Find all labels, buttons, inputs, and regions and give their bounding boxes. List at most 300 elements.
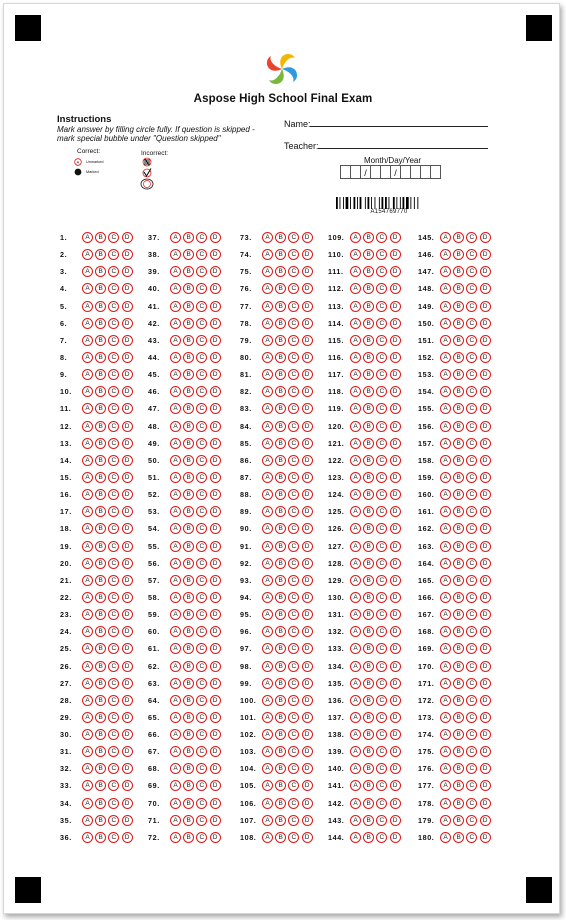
answer-bubble-d[interactable]: D [302,438,313,449]
answer-bubble-c[interactable]: C [466,832,477,843]
answer-bubble-c[interactable]: C [376,541,387,552]
answer-bubble-c[interactable]: C [196,661,207,672]
answer-bubble-b[interactable]: B [275,643,286,654]
answer-bubble-d[interactable]: D [302,541,313,552]
answer-bubble-c[interactable]: C [376,232,387,243]
answer-bubble-b[interactable]: B [95,266,106,277]
answer-bubble-a[interactable]: A [170,369,181,380]
answer-bubble-d[interactable]: D [210,626,221,637]
answer-bubble-c[interactable]: C [376,678,387,689]
answer-bubble-a[interactable]: A [170,695,181,706]
answer-bubble-c[interactable]: C [288,472,299,483]
answer-bubble-a[interactable]: A [82,369,93,380]
answer-bubble-a[interactable]: A [82,746,93,757]
answer-bubble-b[interactable]: B [453,832,464,843]
answer-bubble-a[interactable]: A [82,712,93,723]
answer-bubble-c[interactable]: C [108,386,119,397]
answer-bubble-a[interactable]: A [262,369,273,380]
answer-bubble-d[interactable]: D [480,455,491,466]
answer-bubble-c[interactable]: C [466,678,477,689]
answer-bubble-d[interactable]: D [210,558,221,569]
answer-bubble-b[interactable]: B [453,780,464,791]
answer-bubble-b[interactable]: B [183,729,194,740]
answer-bubble-d[interactable]: D [390,283,401,294]
answer-bubble-c[interactable]: C [466,472,477,483]
answer-bubble-d[interactable]: D [302,815,313,826]
answer-bubble-d[interactable]: D [390,506,401,517]
answer-bubble-d[interactable]: D [480,695,491,706]
answer-bubble-b[interactable]: B [453,352,464,363]
answer-bubble-b[interactable]: B [95,403,106,414]
answer-bubble-c[interactable]: C [108,301,119,312]
answer-bubble-a[interactable]: A [82,575,93,586]
answer-bubble-a[interactable]: A [440,609,451,620]
answer-bubble-b[interactable]: B [453,249,464,260]
answer-bubble-c[interactable]: C [288,798,299,809]
answer-bubble-b[interactable]: B [363,489,374,500]
answer-bubble-c[interactable]: C [108,832,119,843]
answer-bubble-b[interactable]: B [275,266,286,277]
answer-bubble-a[interactable]: A [170,352,181,363]
answer-bubble-a[interactable]: A [262,318,273,329]
answer-bubble-b[interactable]: B [363,249,374,260]
answer-bubble-d[interactable]: D [122,249,133,260]
answer-bubble-d[interactable]: D [480,609,491,620]
answer-bubble-b[interactable]: B [363,266,374,277]
answer-bubble-b[interactable]: B [95,455,106,466]
answer-bubble-a[interactable]: A [262,232,273,243]
answer-bubble-c[interactable]: C [288,575,299,586]
answer-bubble-b[interactable]: B [453,798,464,809]
answer-bubble-d[interactable]: D [390,232,401,243]
answer-bubble-b[interactable]: B [453,746,464,757]
answer-bubble-d[interactable]: D [122,798,133,809]
answer-bubble-d[interactable]: D [302,746,313,757]
answer-bubble-d[interactable]: D [480,352,491,363]
answer-bubble-d[interactable]: D [210,729,221,740]
answer-bubble-c[interactable]: C [196,575,207,586]
answer-bubble-d[interactable]: D [122,283,133,294]
answer-bubble-a[interactable]: A [440,386,451,397]
answer-bubble-d[interactable]: D [390,678,401,689]
answer-bubble-a[interactable]: A [82,318,93,329]
answer-bubble-b[interactable]: B [363,472,374,483]
answer-bubble-a[interactable]: A [170,678,181,689]
answer-bubble-b[interactable]: B [275,798,286,809]
answer-bubble-b[interactable]: B [183,678,194,689]
answer-bubble-a[interactable]: A [262,609,273,620]
answer-bubble-b[interactable]: B [95,558,106,569]
answer-bubble-a[interactable]: A [350,421,361,432]
answer-bubble-c[interactable]: C [288,352,299,363]
answer-bubble-d[interactable]: D [122,523,133,534]
answer-bubble-a[interactable]: A [170,318,181,329]
answer-bubble-c[interactable]: C [466,232,477,243]
answer-bubble-c[interactable]: C [466,575,477,586]
answer-bubble-b[interactable]: B [453,283,464,294]
answer-bubble-a[interactable]: A [350,506,361,517]
answer-bubble-c[interactable]: C [108,661,119,672]
answer-bubble-b[interactable]: B [363,335,374,346]
answer-bubble-d[interactable]: D [390,661,401,672]
answer-bubble-a[interactable]: A [170,712,181,723]
answer-bubble-b[interactable]: B [363,592,374,603]
answer-bubble-c[interactable]: C [196,678,207,689]
answer-bubble-b[interactable]: B [453,301,464,312]
answer-bubble-a[interactable]: A [440,729,451,740]
answer-bubble-d[interactable]: D [480,643,491,654]
answer-bubble-a[interactable]: A [262,763,273,774]
answer-bubble-a[interactable]: A [350,780,361,791]
answer-bubble-d[interactable]: D [480,541,491,552]
answer-bubble-a[interactable]: A [170,249,181,260]
answer-bubble-a[interactable]: A [440,558,451,569]
answer-bubble-d[interactable]: D [122,712,133,723]
answer-bubble-a[interactable]: A [170,523,181,534]
answer-bubble-d[interactable]: D [122,678,133,689]
answer-bubble-d[interactable]: D [390,266,401,277]
answer-bubble-d[interactable]: D [210,541,221,552]
answer-bubble-d[interactable]: D [480,335,491,346]
answer-bubble-b[interactable]: B [453,472,464,483]
answer-bubble-d[interactable]: D [122,386,133,397]
answer-bubble-c[interactable]: C [376,455,387,466]
answer-bubble-a[interactable]: A [262,541,273,552]
answer-bubble-c[interactable]: C [288,249,299,260]
answer-bubble-c[interactable]: C [288,438,299,449]
answer-bubble-d[interactable]: D [480,798,491,809]
answer-bubble-d[interactable]: D [302,558,313,569]
answer-bubble-d[interactable]: D [302,780,313,791]
answer-bubble-d[interactable]: D [480,815,491,826]
answer-bubble-a[interactable]: A [440,249,451,260]
answer-bubble-b[interactable]: B [275,455,286,466]
answer-bubble-d[interactable]: D [480,403,491,414]
answer-bubble-b[interactable]: B [453,523,464,534]
answer-bubble-d[interactable]: D [390,249,401,260]
answer-bubble-d[interactable]: D [302,661,313,672]
answer-bubble-a[interactable]: A [170,575,181,586]
answer-bubble-d[interactable]: D [480,712,491,723]
answer-bubble-d[interactable]: D [210,815,221,826]
answer-bubble-c[interactable]: C [196,832,207,843]
answer-bubble-d[interactable]: D [480,763,491,774]
answer-bubble-a[interactable]: A [350,541,361,552]
answer-bubble-a[interactable]: A [262,712,273,723]
answer-bubble-b[interactable]: B [275,352,286,363]
answer-bubble-b[interactable]: B [453,506,464,517]
answer-bubble-d[interactable]: D [210,455,221,466]
answer-bubble-a[interactable]: A [262,643,273,654]
answer-bubble-b[interactable]: B [183,352,194,363]
answer-bubble-a[interactable]: A [440,592,451,603]
answer-bubble-c[interactable]: C [108,489,119,500]
answer-bubble-c[interactable]: C [288,780,299,791]
answer-bubble-b[interactable]: B [453,592,464,603]
answer-bubble-b[interactable]: B [95,232,106,243]
answer-bubble-a[interactable]: A [350,558,361,569]
answer-bubble-b[interactable]: B [95,763,106,774]
answer-bubble-a[interactable]: A [82,558,93,569]
answer-bubble-c[interactable]: C [466,780,477,791]
answer-bubble-c[interactable]: C [196,283,207,294]
answer-bubble-b[interactable]: B [275,438,286,449]
answer-bubble-d[interactable]: D [210,592,221,603]
answer-bubble-c[interactable]: C [466,729,477,740]
answer-bubble-b[interactable]: B [183,386,194,397]
answer-bubble-c[interactable]: C [376,352,387,363]
answer-bubble-a[interactable]: A [350,403,361,414]
answer-bubble-d[interactable]: D [302,421,313,432]
answer-bubble-b[interactable]: B [95,695,106,706]
answer-bubble-c[interactable]: C [376,832,387,843]
answer-bubble-a[interactable]: A [440,489,451,500]
answer-bubble-b[interactable]: B [95,712,106,723]
answer-bubble-d[interactable]: D [480,369,491,380]
answer-bubble-d[interactable]: D [122,643,133,654]
answer-bubble-d[interactable]: D [480,301,491,312]
answer-bubble-d[interactable]: D [390,763,401,774]
answer-bubble-a[interactable]: A [350,695,361,706]
answer-bubble-c[interactable]: C [288,421,299,432]
answer-bubble-a[interactable]: A [262,592,273,603]
answer-bubble-b[interactable]: B [363,729,374,740]
answer-bubble-b[interactable]: B [453,403,464,414]
answer-bubble-d[interactable]: D [210,318,221,329]
answer-bubble-d[interactable]: D [390,832,401,843]
answer-bubble-b[interactable]: B [183,558,194,569]
answer-bubble-c[interactable]: C [108,729,119,740]
answer-bubble-b[interactable]: B [275,661,286,672]
answer-bubble-b[interactable]: B [363,780,374,791]
answer-bubble-c[interactable]: C [108,369,119,380]
answer-bubble-c[interactable]: C [466,626,477,637]
answer-bubble-a[interactable]: A [262,249,273,260]
answer-bubble-d[interactable]: D [210,678,221,689]
answer-bubble-d[interactable]: D [480,489,491,500]
answer-bubble-c[interactable]: C [376,558,387,569]
answer-bubble-b[interactable]: B [275,815,286,826]
answer-bubble-d[interactable]: D [302,283,313,294]
answer-bubble-a[interactable]: A [262,455,273,466]
answer-bubble-d[interactable]: D [390,712,401,723]
answer-bubble-b[interactable]: B [275,558,286,569]
answer-bubble-a[interactable]: A [170,609,181,620]
answer-bubble-c[interactable]: C [466,643,477,654]
answer-bubble-d[interactable]: D [122,763,133,774]
answer-bubble-d[interactable]: D [210,438,221,449]
answer-bubble-b[interactable]: B [95,249,106,260]
answer-bubble-b[interactable]: B [363,678,374,689]
answer-bubble-b[interactable]: B [275,335,286,346]
answer-bubble-d[interactable]: D [122,780,133,791]
answer-bubble-b[interactable]: B [95,438,106,449]
answer-bubble-a[interactable]: A [262,661,273,672]
answer-bubble-b[interactable]: B [95,283,106,294]
answer-bubble-b[interactable]: B [183,232,194,243]
answer-bubble-b[interactable]: B [453,386,464,397]
answer-bubble-a[interactable]: A [82,472,93,483]
answer-bubble-c[interactable]: C [376,712,387,723]
answer-bubble-a[interactable]: A [170,626,181,637]
answer-bubble-b[interactable]: B [275,369,286,380]
answer-bubble-c[interactable]: C [376,763,387,774]
answer-bubble-d[interactable]: D [122,815,133,826]
answer-bubble-b[interactable]: B [363,352,374,363]
answer-bubble-a[interactable]: A [440,232,451,243]
answer-bubble-a[interactable]: A [262,626,273,637]
answer-bubble-b[interactable]: B [453,678,464,689]
answer-bubble-a[interactable]: A [440,523,451,534]
answer-bubble-c[interactable]: C [376,729,387,740]
answer-bubble-a[interactable]: A [82,626,93,637]
answer-bubble-d[interactable]: D [390,626,401,637]
answer-bubble-b[interactable]: B [95,506,106,517]
answer-bubble-d[interactable]: D [210,249,221,260]
answer-bubble-d[interactable]: D [122,489,133,500]
answer-bubble-c[interactable]: C [376,249,387,260]
answer-bubble-a[interactable]: A [440,266,451,277]
answer-bubble-d[interactable]: D [122,438,133,449]
answer-bubble-a[interactable]: A [262,421,273,432]
answer-bubble-b[interactable]: B [275,472,286,483]
answer-bubble-d[interactable]: D [480,421,491,432]
answer-bubble-d[interactable]: D [210,661,221,672]
answer-bubble-d[interactable]: D [302,352,313,363]
answer-bubble-c[interactable]: C [288,815,299,826]
answer-bubble-c[interactable]: C [376,815,387,826]
answer-bubble-b[interactable]: B [453,575,464,586]
answer-bubble-b[interactable]: B [275,695,286,706]
answer-bubble-c[interactable]: C [376,643,387,654]
answer-bubble-b[interactable]: B [453,232,464,243]
answer-bubble-d[interactable]: D [210,266,221,277]
answer-bubble-d[interactable]: D [302,643,313,654]
answer-bubble-b[interactable]: B [183,438,194,449]
answer-bubble-d[interactable]: D [302,798,313,809]
answer-bubble-c[interactable]: C [466,266,477,277]
answer-bubble-c[interactable]: C [196,352,207,363]
answer-bubble-c[interactable]: C [196,369,207,380]
answer-bubble-b[interactable]: B [363,763,374,774]
answer-bubble-d[interactable]: D [302,232,313,243]
answer-bubble-b[interactable]: B [275,318,286,329]
answer-bubble-c[interactable]: C [288,729,299,740]
answer-bubble-b[interactable]: B [95,369,106,380]
answer-bubble-b[interactable]: B [183,643,194,654]
answer-bubble-d[interactable]: D [210,335,221,346]
answer-bubble-c[interactable]: C [376,523,387,534]
answer-bubble-b[interactable]: B [183,506,194,517]
answer-bubble-a[interactable]: A [170,455,181,466]
answer-bubble-c[interactable]: C [466,763,477,774]
answer-bubble-b[interactable]: B [363,421,374,432]
answer-bubble-b[interactable]: B [275,489,286,500]
answer-bubble-b[interactable]: B [363,455,374,466]
answer-bubble-d[interactable]: D [302,729,313,740]
answer-bubble-c[interactable]: C [376,335,387,346]
answer-bubble-b[interactable]: B [95,489,106,500]
answer-bubble-c[interactable]: C [196,249,207,260]
answer-bubble-d[interactable]: D [210,746,221,757]
answer-bubble-c[interactable]: C [196,729,207,740]
answer-bubble-d[interactable]: D [302,489,313,500]
answer-bubble-c[interactable]: C [466,369,477,380]
answer-bubble-c[interactable]: C [466,815,477,826]
answer-bubble-a[interactable]: A [262,266,273,277]
answer-bubble-c[interactable]: C [466,283,477,294]
answer-bubble-a[interactable]: A [170,438,181,449]
answer-bubble-b[interactable]: B [275,780,286,791]
answer-bubble-c[interactable]: C [196,421,207,432]
answer-bubble-d[interactable]: D [390,541,401,552]
answer-bubble-b[interactable]: B [363,369,374,380]
answer-bubble-b[interactable]: B [363,832,374,843]
answer-bubble-b[interactable]: B [183,421,194,432]
answer-bubble-a[interactable]: A [82,729,93,740]
answer-bubble-a[interactable]: A [350,643,361,654]
answer-bubble-a[interactable]: A [350,386,361,397]
answer-bubble-d[interactable]: D [390,815,401,826]
answer-bubble-a[interactable]: A [82,249,93,260]
answer-bubble-a[interactable]: A [82,232,93,243]
answer-bubble-b[interactable]: B [275,301,286,312]
answer-bubble-b[interactable]: B [95,592,106,603]
answer-bubble-a[interactable]: A [170,815,181,826]
answer-bubble-c[interactable]: C [196,335,207,346]
answer-bubble-b[interactable]: B [183,369,194,380]
answer-bubble-b[interactable]: B [363,558,374,569]
answer-bubble-b[interactable]: B [363,746,374,757]
answer-bubble-a[interactable]: A [82,763,93,774]
answer-bubble-c[interactable]: C [196,232,207,243]
answer-bubble-c[interactable]: C [376,403,387,414]
answer-bubble-d[interactable]: D [390,592,401,603]
answer-bubble-b[interactable]: B [183,489,194,500]
answer-bubble-a[interactable]: A [170,763,181,774]
answer-bubble-a[interactable]: A [440,506,451,517]
answer-bubble-a[interactable]: A [170,232,181,243]
answer-bubble-d[interactable]: D [302,712,313,723]
answer-bubble-d[interactable]: D [480,249,491,260]
answer-bubble-b[interactable]: B [183,575,194,586]
answer-bubble-d[interactable]: D [480,318,491,329]
answer-bubble-b[interactable]: B [275,832,286,843]
answer-bubble-c[interactable]: C [196,523,207,534]
answer-bubble-c[interactable]: C [108,815,119,826]
answer-bubble-c[interactable]: C [466,541,477,552]
answer-bubble-c[interactable]: C [376,266,387,277]
answer-bubble-a[interactable]: A [350,729,361,740]
answer-bubble-a[interactable]: A [350,369,361,380]
answer-bubble-c[interactable]: C [196,301,207,312]
answer-bubble-c[interactable]: C [108,695,119,706]
answer-bubble-b[interactable]: B [183,472,194,483]
answer-bubble-c[interactable]: C [196,592,207,603]
answer-bubble-c[interactable]: C [108,609,119,620]
answer-bubble-a[interactable]: A [350,832,361,843]
answer-bubble-d[interactable]: D [302,403,313,414]
answer-bubble-b[interactable]: B [183,626,194,637]
answer-bubble-b[interactable]: B [95,575,106,586]
answer-bubble-d[interactable]: D [390,352,401,363]
answer-bubble-a[interactable]: A [170,643,181,654]
answer-bubble-d[interactable]: D [480,729,491,740]
answer-bubble-d[interactable]: D [390,643,401,654]
answer-bubble-c[interactable]: C [196,266,207,277]
answer-bubble-a[interactable]: A [82,421,93,432]
answer-bubble-d[interactable]: D [302,335,313,346]
